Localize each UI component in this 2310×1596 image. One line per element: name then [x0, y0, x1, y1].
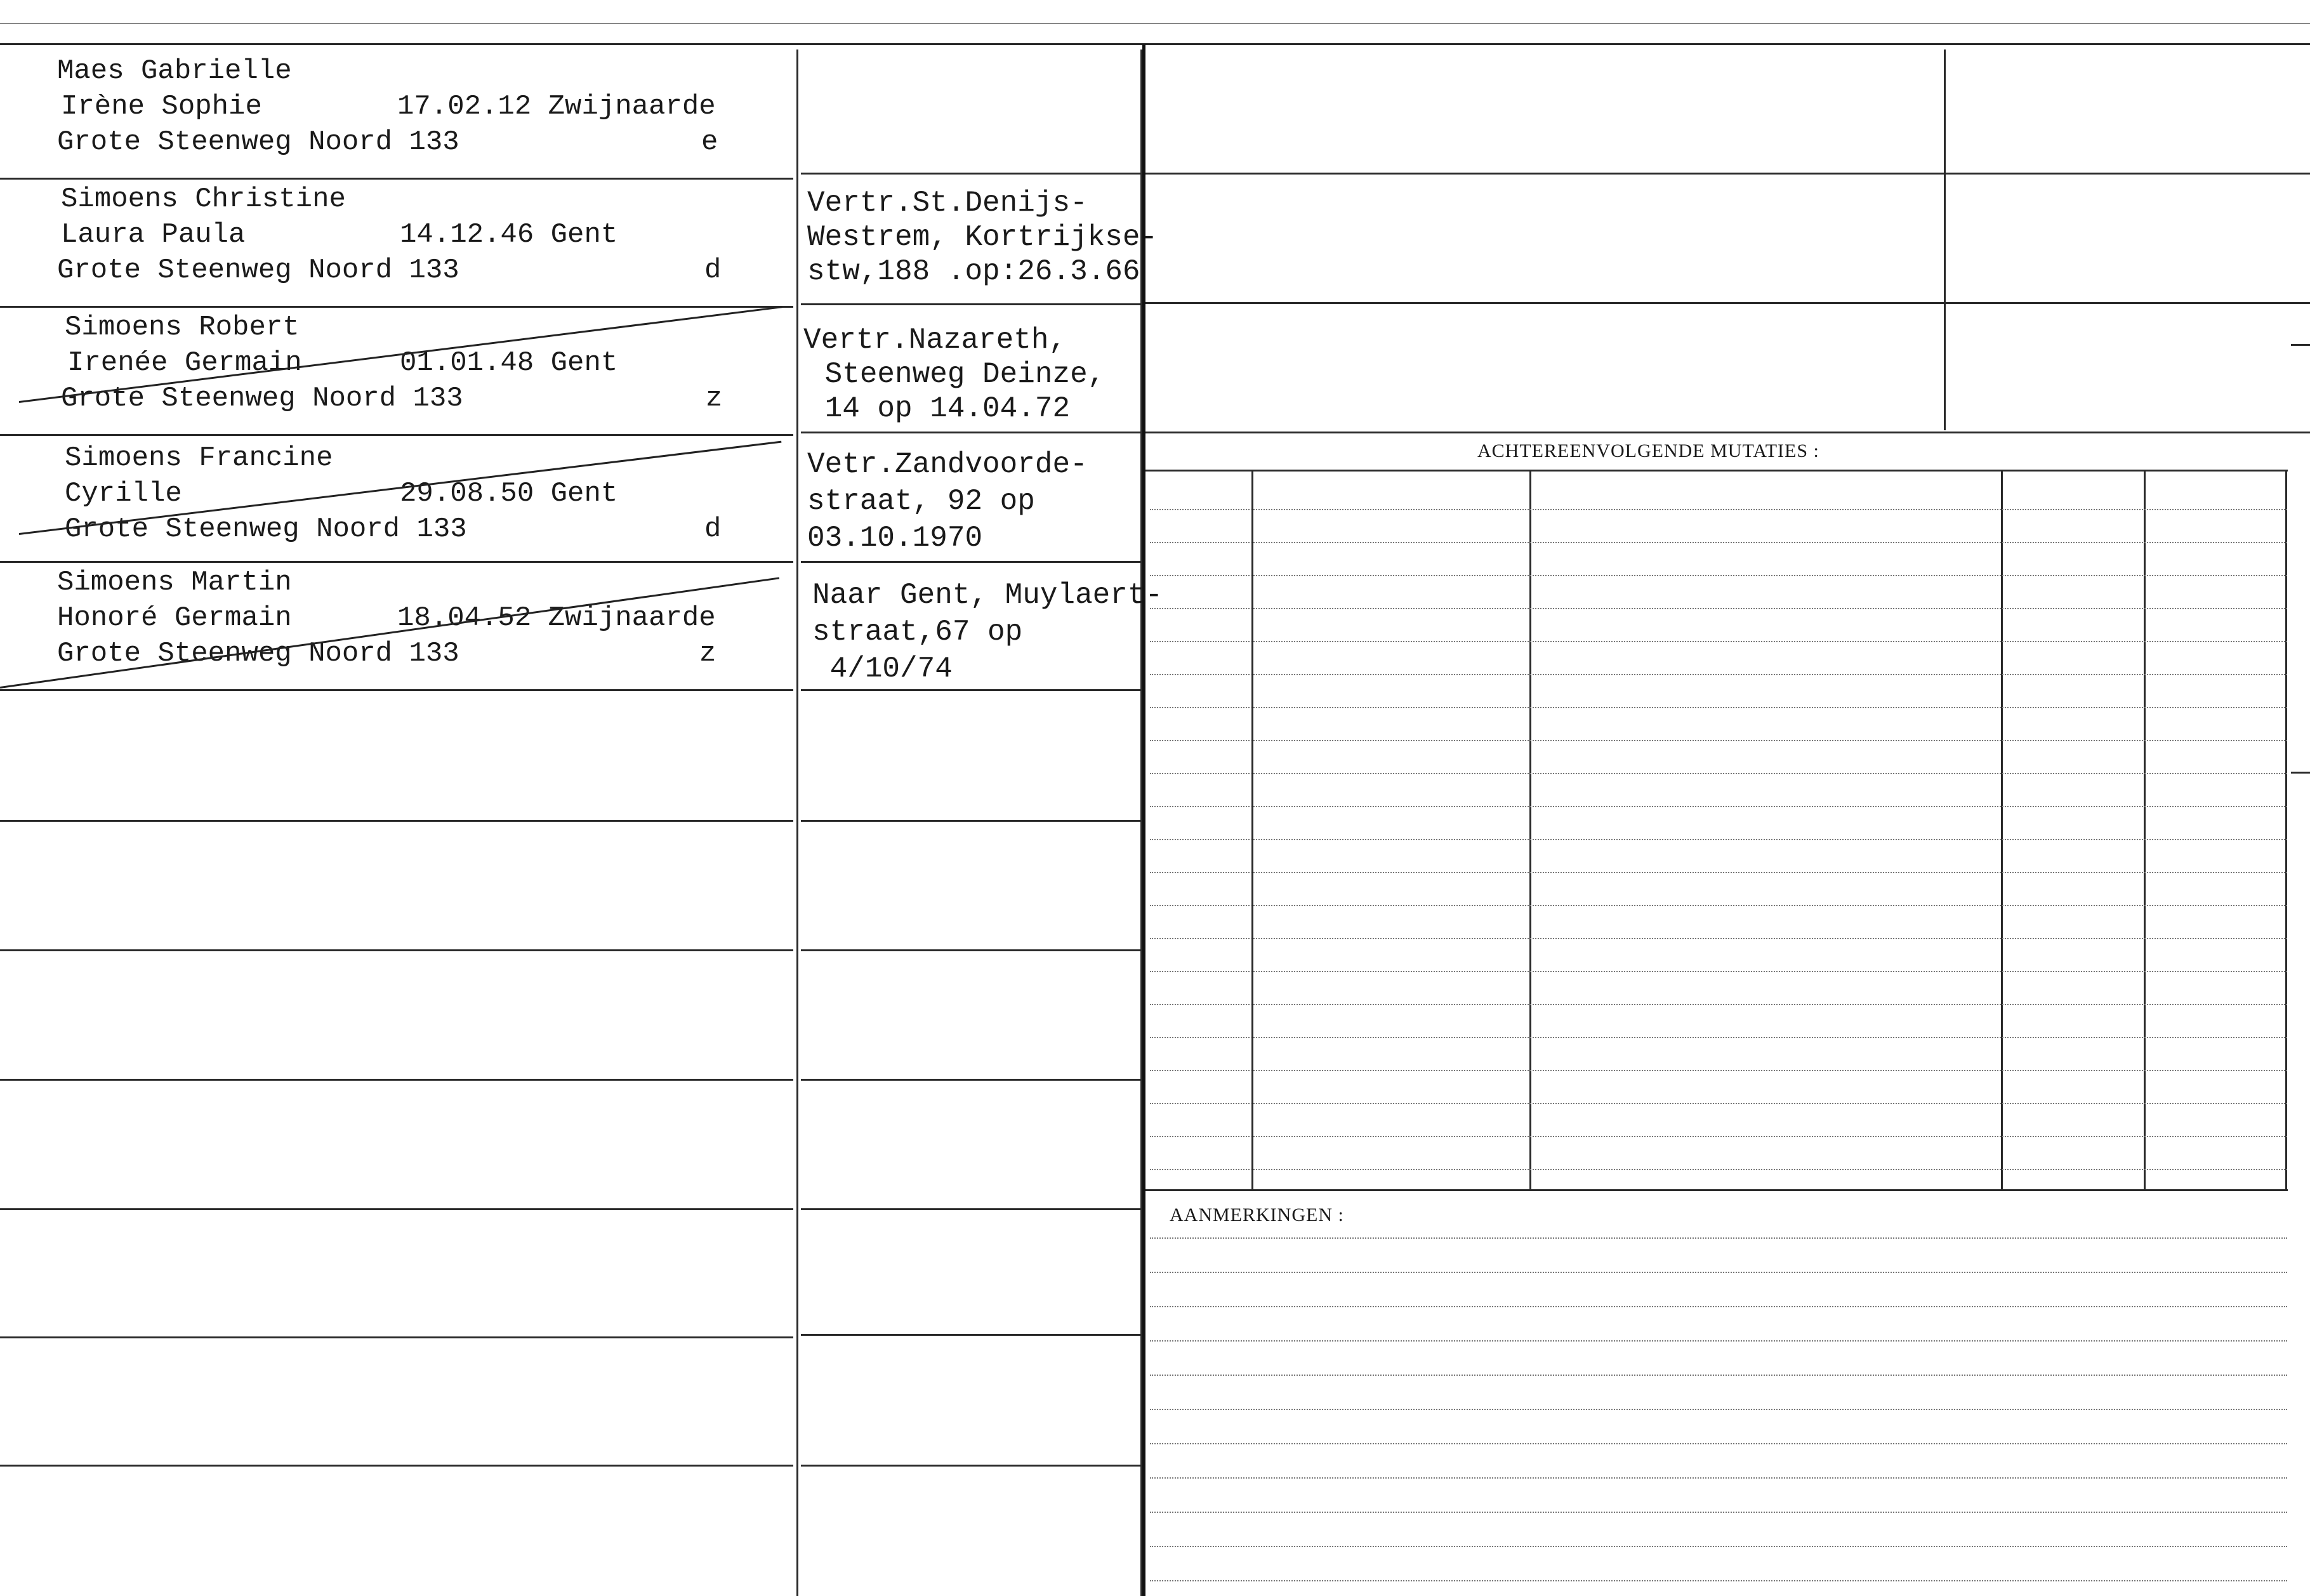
- row-rule: [801, 820, 1140, 822]
- movement-line: straat,67 op: [812, 616, 1023, 649]
- row-rule: [1145, 302, 2310, 304]
- dotted-line: [1150, 806, 2287, 807]
- person-address: Grote Steenweg Noord 133: [57, 254, 459, 286]
- person-entry: [57, 310, 787, 430]
- movement-note: [807, 577, 1163, 698]
- movement-note: [807, 185, 1158, 306]
- dotted-line: [1150, 542, 2287, 543]
- dotted-line: [1150, 707, 2287, 708]
- row-rule: [0, 1465, 793, 1467]
- dotted-line: [1150, 1477, 2287, 1479]
- dotted-line: [1150, 1169, 2287, 1170]
- person-given-names: Laura Paula: [61, 219, 246, 251]
- person-address: Grote Steenweg Noord 133: [57, 638, 459, 669]
- person-given-names: Irenée Germain: [67, 347, 302, 379]
- person-relation-code: d: [704, 254, 722, 286]
- edge-tick: [2291, 344, 2310, 346]
- person-surname-line: Maes Gabrielle: [57, 55, 292, 87]
- row-rule: [801, 1079, 1140, 1081]
- row-rule: [801, 949, 1140, 951]
- dotted-line: [1150, 1580, 2287, 1581]
- person-surname-line: Simoens Robert: [65, 312, 300, 343]
- person-given-names: Cyrille: [65, 478, 182, 510]
- person-relation-code: z: [699, 638, 716, 669]
- row-rule: [0, 949, 793, 951]
- person-surname-line: Simoens Francine: [65, 442, 333, 474]
- movement-note: [803, 322, 1150, 443]
- dotted-line: [1150, 773, 2287, 774]
- person-surname-line: Simoens Christine: [61, 183, 346, 215]
- person-birth: 01.01.48 Gent: [400, 347, 618, 379]
- mutations-top-rule: [1145, 470, 2288, 472]
- person-address: Grote Steenweg Noord 133: [65, 513, 467, 545]
- movement-line: Naar Gent, Muylaert-: [812, 579, 1163, 612]
- dotted-line: [1150, 1103, 2287, 1104]
- movement-line: 14 op 14.04.72: [807, 392, 1071, 425]
- movement-line: Vertr.St.Denijs-: [807, 187, 1088, 220]
- person-birth: 18.04.52 Zwijnaarde: [397, 602, 716, 634]
- person-entry: [57, 565, 787, 685]
- movement-line: Steenweg Deinze,: [807, 358, 1106, 391]
- row-rule: [0, 434, 793, 436]
- dotted-line: [1150, 1237, 2287, 1239]
- dotted-line: [1150, 1070, 2287, 1071]
- top-edge: [0, 23, 2310, 24]
- person-birth: 14.12.46 Gent: [400, 219, 618, 251]
- mutations-col-rule: [1251, 471, 1253, 1189]
- dotted-line: [1150, 1037, 2287, 1038]
- dotted-line: [1150, 1272, 2287, 1273]
- dotted-line: [1150, 1546, 2287, 1547]
- row-rule: [801, 1334, 1140, 1336]
- row-rule: [0, 306, 793, 308]
- dotted-line: [1150, 674, 2287, 675]
- row-rule: [0, 1208, 793, 1210]
- dotted-line: [1150, 1340, 2287, 1342]
- row-rule: [0, 1336, 793, 1338]
- mutations-heading: ACHTEREENVOLGENDE MUTATIES :: [1477, 440, 1819, 461]
- dotted-line: [1150, 641, 2287, 642]
- movement-line: straat, 92 op: [807, 485, 1035, 518]
- dotted-line: [1150, 872, 2287, 873]
- remarks-heading: AANMERKINGEN :: [1170, 1204, 1344, 1225]
- dotted-line: [1150, 608, 2287, 609]
- column-rule-left: [796, 49, 798, 1596]
- movement-line: 03.10.1970: [807, 522, 983, 555]
- dotted-line: [1150, 575, 2287, 576]
- row-rule: [0, 561, 793, 563]
- movement-line: Westrem, Kortrijkse-: [807, 221, 1158, 254]
- row-rule: [1145, 173, 2310, 175]
- row-rule: [0, 689, 793, 691]
- mutations-col-rule: [1529, 471, 1531, 1189]
- person-birth: 17.02.12 Zwijnaarde: [397, 91, 716, 122]
- person-given-names: Irène Sophie: [61, 91, 262, 122]
- dotted-line: [1150, 509, 2287, 510]
- column-rule-far-right: [1944, 49, 1946, 430]
- dotted-line: [1150, 1409, 2287, 1410]
- mutations-col-rule: [2144, 471, 2146, 1189]
- dotted-line: [1150, 839, 2287, 840]
- dotted-line: [1150, 971, 2287, 972]
- dotted-line: [1150, 1306, 2287, 1307]
- dotted-line: [1150, 1136, 2287, 1137]
- dotted-line: [1150, 938, 2287, 939]
- row-rule: [801, 173, 1140, 175]
- person-entry: [57, 440, 787, 561]
- movement-line: stw,188 .op:26.3.66: [807, 255, 1140, 288]
- mutations-bottom-rule: [1145, 1189, 2288, 1191]
- person-surname-line: Simoens Martin: [57, 567, 292, 598]
- row-rule: [1145, 432, 2310, 433]
- row-rule: [801, 1465, 1140, 1467]
- row-rule: [0, 1079, 793, 1081]
- row-rule: [801, 1208, 1140, 1210]
- person-relation-code: e: [701, 126, 718, 158]
- dotted-line: [1150, 905, 2287, 906]
- dotted-line: [1150, 1375, 2287, 1376]
- movement-line: Vertr.Nazareth,: [803, 324, 1067, 357]
- row-rule: [0, 820, 793, 822]
- person-address: Grote Steenweg Noord 133: [61, 383, 463, 414]
- movement-line: Vetr.Zandvoorde-: [807, 448, 1088, 481]
- dotted-line: [1150, 740, 2287, 741]
- person-entry: [57, 53, 787, 174]
- person-entry: [57, 181, 787, 302]
- person-address: Grote Steenweg Noord 133: [57, 126, 459, 158]
- mutations-col-rule: [2001, 471, 2003, 1189]
- movement-note: [807, 447, 1150, 567]
- row-rule: [0, 178, 793, 180]
- person-relation-code: z: [706, 383, 723, 414]
- dotted-line: [1150, 1443, 2287, 1444]
- movement-line: 4/10/74: [812, 652, 953, 685]
- top-rule: [0, 43, 2310, 45]
- person-birth: 29.08.50 Gent: [400, 478, 618, 510]
- dotted-line: [1150, 1004, 2287, 1005]
- person-relation-code: d: [704, 513, 722, 545]
- person-given-names: Honoré Germain: [57, 602, 292, 634]
- mutations-col-rule: [2285, 471, 2287, 1189]
- dotted-line: [1150, 1512, 2287, 1513]
- edge-tick: [2291, 772, 2310, 774]
